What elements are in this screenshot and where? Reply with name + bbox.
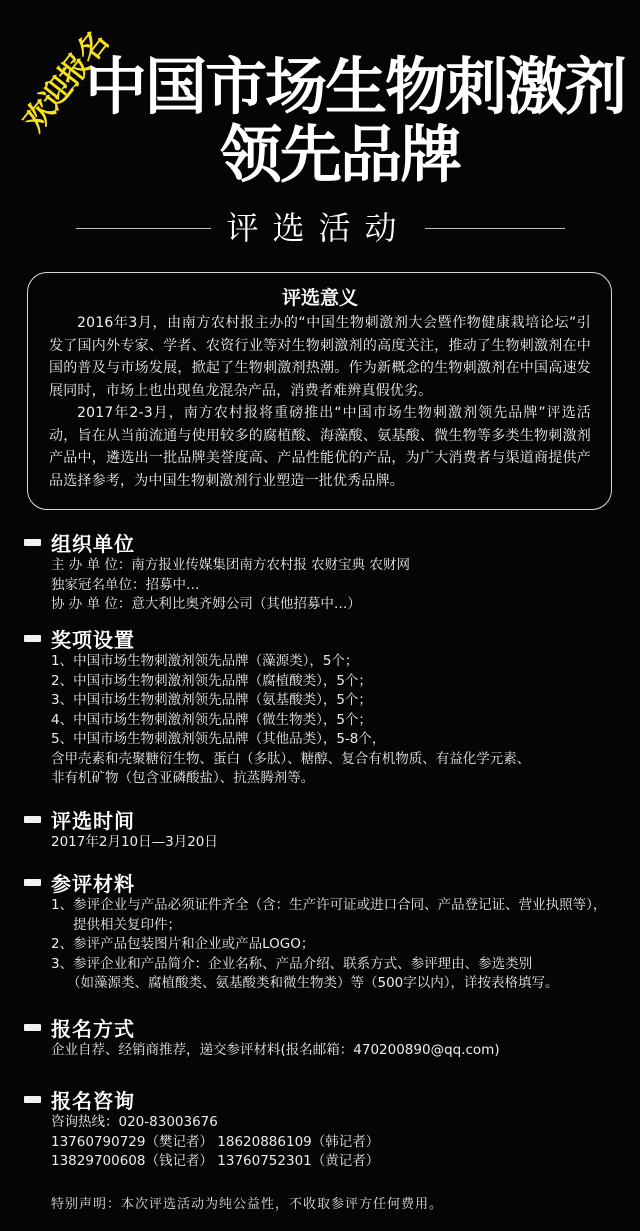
section-title: 组织单位 [51, 531, 135, 556]
section-bar-icon [24, 879, 41, 886]
award-line: 5、中国市场生物刺激剂领先品牌（其他品类），5-8个， [51, 731, 386, 747]
significance-box [27, 272, 612, 510]
section-bar-icon [24, 816, 41, 823]
award-line: 2、中国市场生物刺激剂领先品牌（腐植酸类），5个； [51, 672, 372, 689]
section-signup [24, 1013, 624, 1061]
section-bar-icon [24, 1024, 41, 1031]
material-line: 提供相关复印件； [73, 916, 181, 933]
material-line: 1、参评企业与产品必须证件齐全（含：生产许可证或进口合同、产品登记证、营业执照等）， [51, 897, 607, 913]
award-line: 含甲壳素和壳聚糖衍生物、蛋白（多肽）、糖醇、复合有机物质、有益化学元素、 [51, 750, 531, 767]
section-title: 报名咨询 [51, 1088, 135, 1113]
subtitle: 评选活动 [226, 209, 411, 247]
award-line: 1、中国市场生物刺激剂领先品牌（藻源类），5个； [51, 653, 359, 669]
award-line: 4、中国市场生物刺激剂领先品牌（微生物类），5个； [51, 711, 372, 728]
section-time [24, 805, 624, 853]
consult-line: 13829700608（钱记者） 13760752301（黄记者） [51, 1153, 380, 1169]
time-line: 2017年2月10日—3月20日 [51, 834, 218, 850]
section-materials [24, 868, 624, 994]
section-title: 报名方式 [51, 1016, 135, 1041]
signup-line: 企业自荐、经销商推荐，递交参评材料(报名邮箱：470200890@qq.com) [51, 1042, 500, 1058]
consult-line: 13760790729（樊记者） 18620886109（韩记者） [51, 1133, 380, 1150]
divider-left [76, 228, 211, 229]
section-bar-icon [24, 539, 41, 546]
organizer-line: 主 办 单 位：南方报业传媒集团南方农村报 农财宝典 农财网 [51, 557, 410, 573]
section-title: 参评材料 [51, 871, 135, 896]
organizer-line: 独家冠名单位：招募中… [51, 576, 200, 593]
section-bar-icon [24, 1096, 41, 1103]
material-line: 3、参评企业和产品简介：企业名称、产品介绍、联系方式、参评理由、参选类别 [51, 955, 533, 972]
material-line: （如藻源类、腐植酸类、氨基酸类和微生物类）等（500字以内），详按表格填写。 [67, 975, 559, 991]
section-title: 评选时间 [51, 808, 135, 833]
significance-title: 评选意义 [281, 287, 358, 309]
significance-paragraph: 2016年3月，由南方农村报主办的“中国生物刺激剂大会暨作物健康栽培论坛”引发了国内外专家、学者、农资行业等对生物刺激剂的高度关注，推动了生物刺激剂在中国的普及与市场发展，掀起了生物刺激剂热潮。作为新概念的生物刺激剂在中国高速发展同时，市场上也出现鱼龙混杂产品，消费者难辨真假优劣。 [49, 315, 591, 399]
award-line: 3、中国市场生物刺激剂领先品牌（氨基酸类），5个； [51, 692, 372, 708]
section-bar-icon [24, 635, 41, 642]
subtitle-row [0, 208, 640, 248]
special-notice: 特别声明：本次评选活动为纯公益性，不收取参评方任何费用。 [51, 1197, 444, 1212]
significance-paragraph: 2017年2-3月，南方农村报将重磅推出“中国市场生物刺激剂领先品牌”评选活动，旨在从当前流通与使用较多的腐植酸、海藻酸、氨基酸、微生物等多类生物刺激剂产品中，遴选出一批品牌美誉度高、产品性能优的产品，为广大消费者与渠道商提供产品选择参考，为中国生物刺激剂行业塑造一批优秀品牌。 [49, 405, 591, 489]
section-title: 奖项设置 [51, 627, 135, 652]
material-line: 2、参评产品包装图片和企业或产品LOGO； [51, 936, 315, 952]
award-line: 非有机矿物（包含亚磷酸盐）、抗蒸腾剂等。 [51, 770, 315, 786]
main-title-line2: 领先品牌 [219, 118, 460, 191]
consult-line: 咨询热线：020-83003676 [51, 1114, 218, 1130]
divider-right [425, 228, 565, 229]
section-organizers [24, 528, 624, 615]
main-title-line1: 中国市场生物刺激剂 [85, 50, 626, 123]
organizer-line: 协 办 单 位：意大利比奥齐姆公司（其他招募中…） [51, 596, 361, 612]
welcome-banner: 欢迎报名 [16, 25, 116, 139]
section-awards [24, 624, 624, 789]
section-consult [24, 1085, 624, 1172]
